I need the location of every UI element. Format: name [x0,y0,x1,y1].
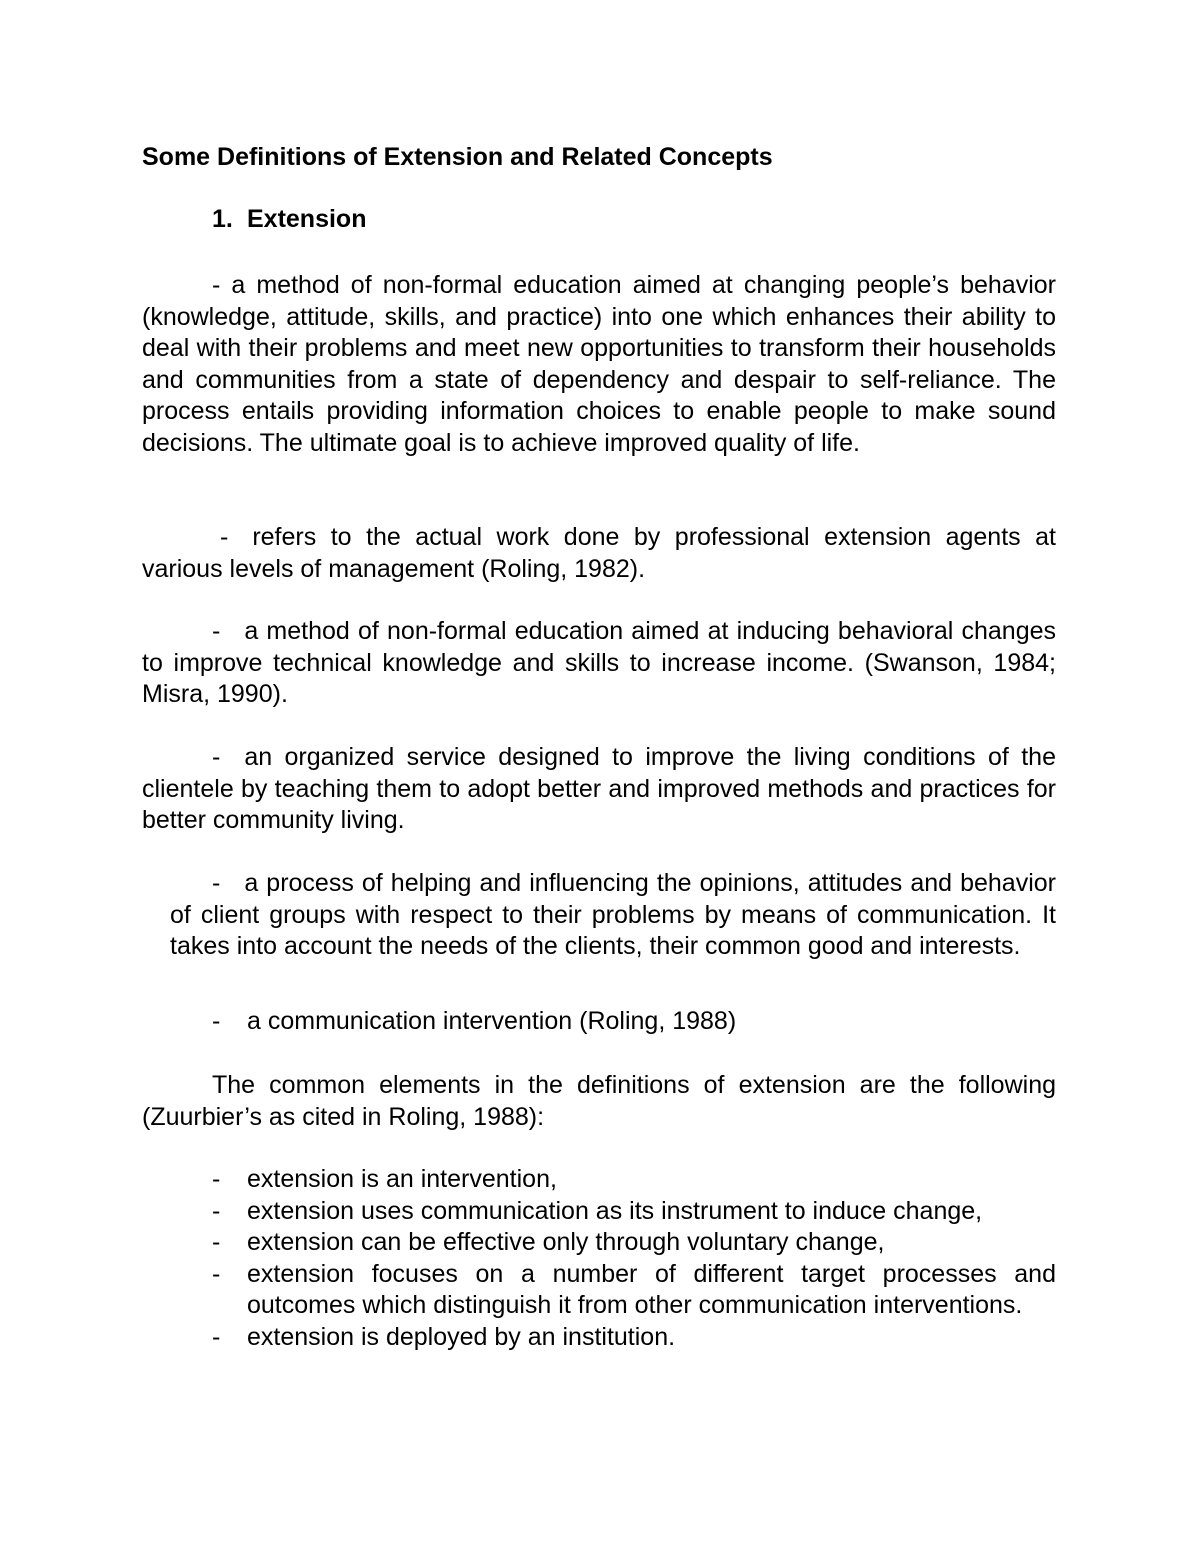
definition-text: an organized service designed to improve the living conditions of the clientele by teaching them to adopt better and improved methods and practices for better community living. [142,743,1056,834]
definition-text: a method of non-formal education aimed at changing people’s behavior (knowledge, attitude, skills, and practice) into one which enhances their ability to deal with their problems and meet new opportunities to transform their households and communities from a state of dependency and despair to self-reliance. The process entails providing information choices to enable people to make sound decisions. The ultimate goal is to achieve improved quality of life. [142,271,1056,457]
list-item [212,1227,1056,1259]
list-item-text: extension focuses on a number of different target processes and outcomes which distinguish it from other communication interventions. [247,1259,1056,1319]
list-dash: - [212,1228,221,1256]
definition-paragraph [142,742,1056,837]
definition-paragraph [142,616,1056,711]
definition-text: a communication intervention (Roling, 1988) [247,1007,737,1035]
list-dash: - [212,1259,221,1288]
list-item [212,1164,1056,1196]
definition-text: a process of helping and influencing the opinions, attitudes and behavior of client groups with respect to their problems by means of communication. It takes into account the needs of the clients, their common good and interests. [170,869,1056,960]
document-title: Some Definitions of Extension and Related Concepts [142,143,773,171]
list-item [212,1259,1056,1322]
common-elements-intro-text: The common elements in the definitions of extension are the following (Zuurbier’s as cited in Roling, 1988): [142,1071,1056,1131]
section-number: 1. [212,205,233,233]
definition-dash: - [212,1007,221,1035]
list-dash: - [212,1322,221,1351]
list-item-text: extension is deployed by an institution. [247,1322,676,1351]
definition-paragraph [142,522,1056,585]
list-item [212,1196,1056,1228]
common-elements-intro [142,1070,1056,1133]
definition-paragraph [142,270,1056,459]
list-item-text: extension can be effective only through voluntary change, [247,1228,885,1256]
definition-dash: - [212,617,221,645]
common-elements-list [212,1164,1056,1353]
definition-text: a method of non-formal education aimed at inducing behavioral changes to improve technical knowledge and skills to increase income. (Swanson, 1984; Misra, 1990). [142,617,1056,708]
section-title: Extension [247,205,367,233]
definition-dash: - [212,869,221,897]
definition-dash: - [212,271,221,299]
definition-dash: - [212,743,221,771]
definition-dash: - [220,523,229,551]
list-dash: - [212,1196,221,1225]
section-heading [212,204,366,236]
list-dash: - [212,1165,221,1193]
definition-text: refers to the actual work done by professional extension agents at various levels of management (Roling, 1982). [142,523,1056,583]
list-item-text: extension uses communication as its instrument to induce change, [247,1196,983,1225]
definition-paragraph [170,868,1056,963]
list-item [212,1322,1056,1354]
list-item-text: extension is an intervention, [247,1165,557,1193]
definition-paragraph [212,1006,736,1038]
